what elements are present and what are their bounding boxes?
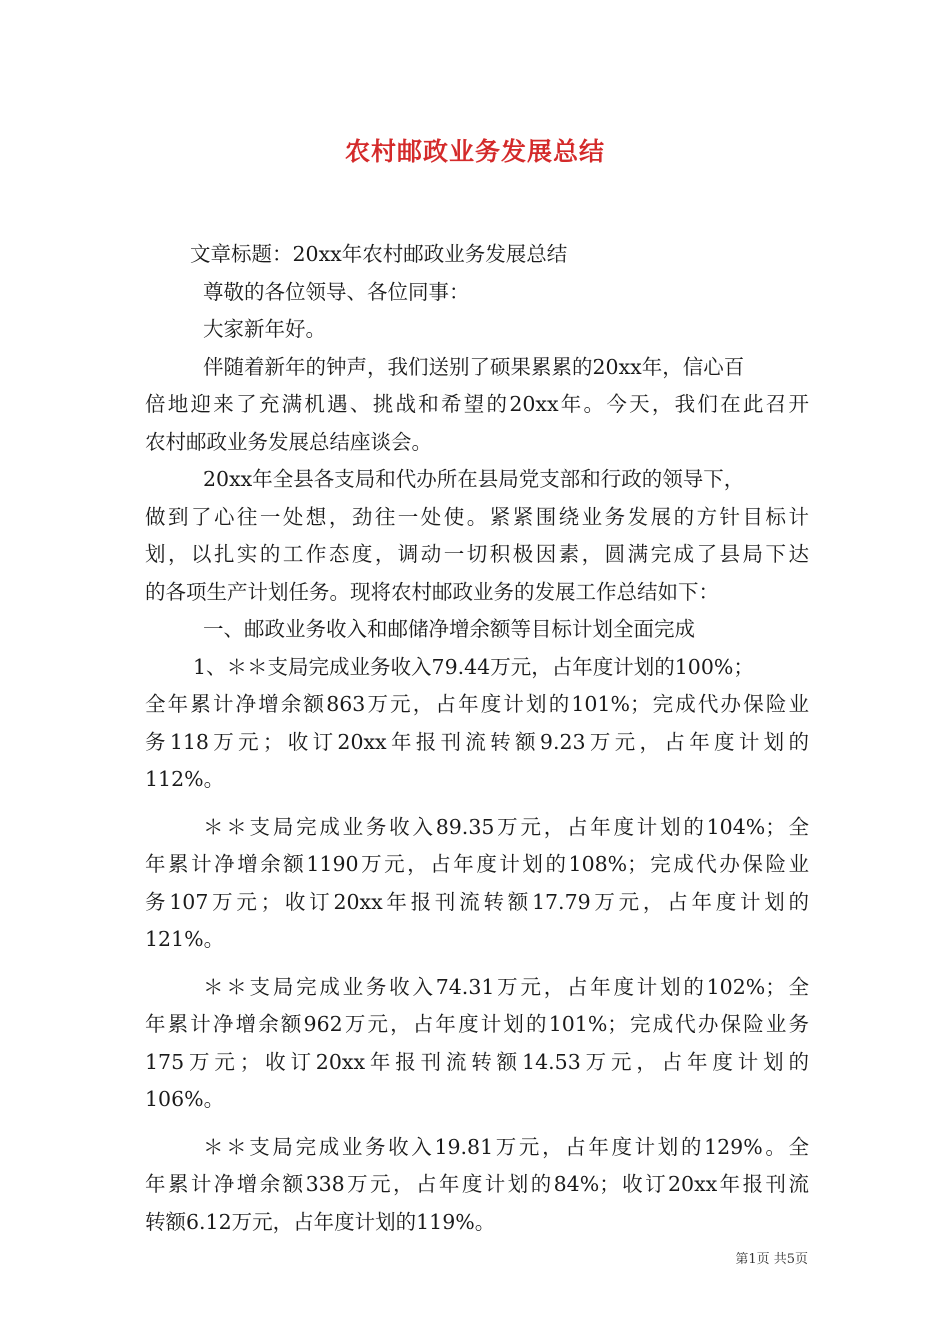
- paragraph-gap: [145, 1119, 809, 1129]
- paragraph-line: ＊＊支局完成业务收入74.31万元，占年度计划的102%；全: [203, 974, 809, 999]
- paragraph-line: 112%。: [145, 767, 225, 791]
- document-body: [145, 236, 809, 1241]
- document-title: 农村邮政业务发展总结: [344, 137, 605, 166]
- paragraph-line: 务107万元；收订20xx年报刊流转额17.79万元，占年度计划的: [145, 889, 809, 914]
- paragraph-line: 倍地迎来了充满机遇、挑战和希望的20xx年。今天，我们在此召开: [145, 392, 809, 416]
- paragraph-line: 全年累计净增余额863万元，占年度计划的101%；完成代办保险业: [145, 692, 809, 716]
- paragraph-gap: [145, 799, 809, 809]
- paragraph-line: 121%。: [145, 927, 225, 951]
- paragraph-line: 106%。: [145, 1087, 225, 1111]
- page-number-footer: 第1页 共5页: [735, 1252, 808, 1267]
- paragraph-line: ＊＊支局完成业务收入89.35万元，占年度计划的104%；全: [203, 814, 809, 839]
- paragraph-line: 划，以扎实的工作态度，调动一切积极因素，圆满完成了县局下达: [145, 542, 809, 566]
- paragraph-line: 做到了心往一处想，劲往一处使。紧紧围绕业务发展的方针目标计: [145, 504, 809, 529]
- paragraph-gap: [145, 959, 809, 969]
- article-title-line: 文章标题：20xx年农村邮政业务发展总结: [190, 242, 568, 266]
- section-heading: 一、邮政业务收入和邮储净增余额等目标计划全面完成: [203, 617, 695, 641]
- paragraph-line: 转额6.12万元，占年度计划的119%。: [145, 1209, 496, 1234]
- paragraph-line: 20xx年全县各支局和代办所在县局党支部和行政的领导下，: [203, 467, 745, 491]
- paragraph-line: 年累计净增余额1190万元，占年度计划的108%；完成代办保险业: [145, 852, 809, 876]
- paragraph-line: ＊＊支局完成业务收入19.81万元，占年度计划的129%。全: [203, 1134, 809, 1159]
- greeting-line: 大家新年好。: [203, 317, 326, 341]
- paragraph-line: 175万元；收订20xx年报刊流转额14.53万元，占年度计划的: [145, 1049, 809, 1074]
- paragraph-line: 务118万元；收订20xx年报刊流转额9.23万元，占年度计划的: [145, 729, 809, 754]
- salutation-line: 尊敬的各位领导、各位同事：: [203, 279, 470, 304]
- paragraph-line: 年累计净增余额338万元，占年度计划的84%；收订20xx年报刊流: [145, 1172, 809, 1196]
- paragraph-line: 伴随着新年的钟声，我们送别了硕果累累的20xx年，信心百: [203, 354, 745, 379]
- paragraph-line: 年累计净增余额962万元，占年度计划的101%；完成代办保险业务: [145, 1012, 809, 1036]
- paragraph-line: 1、＊＊支局完成业务收入79.44万元，占年度计划的100%；: [193, 654, 754, 679]
- paragraph-line: 农村邮政业务发展总结座谈会。: [145, 429, 432, 454]
- paragraph-line: 的各项生产计划任务。现将农村邮政业务的发展工作总结如下：: [145, 579, 719, 604]
